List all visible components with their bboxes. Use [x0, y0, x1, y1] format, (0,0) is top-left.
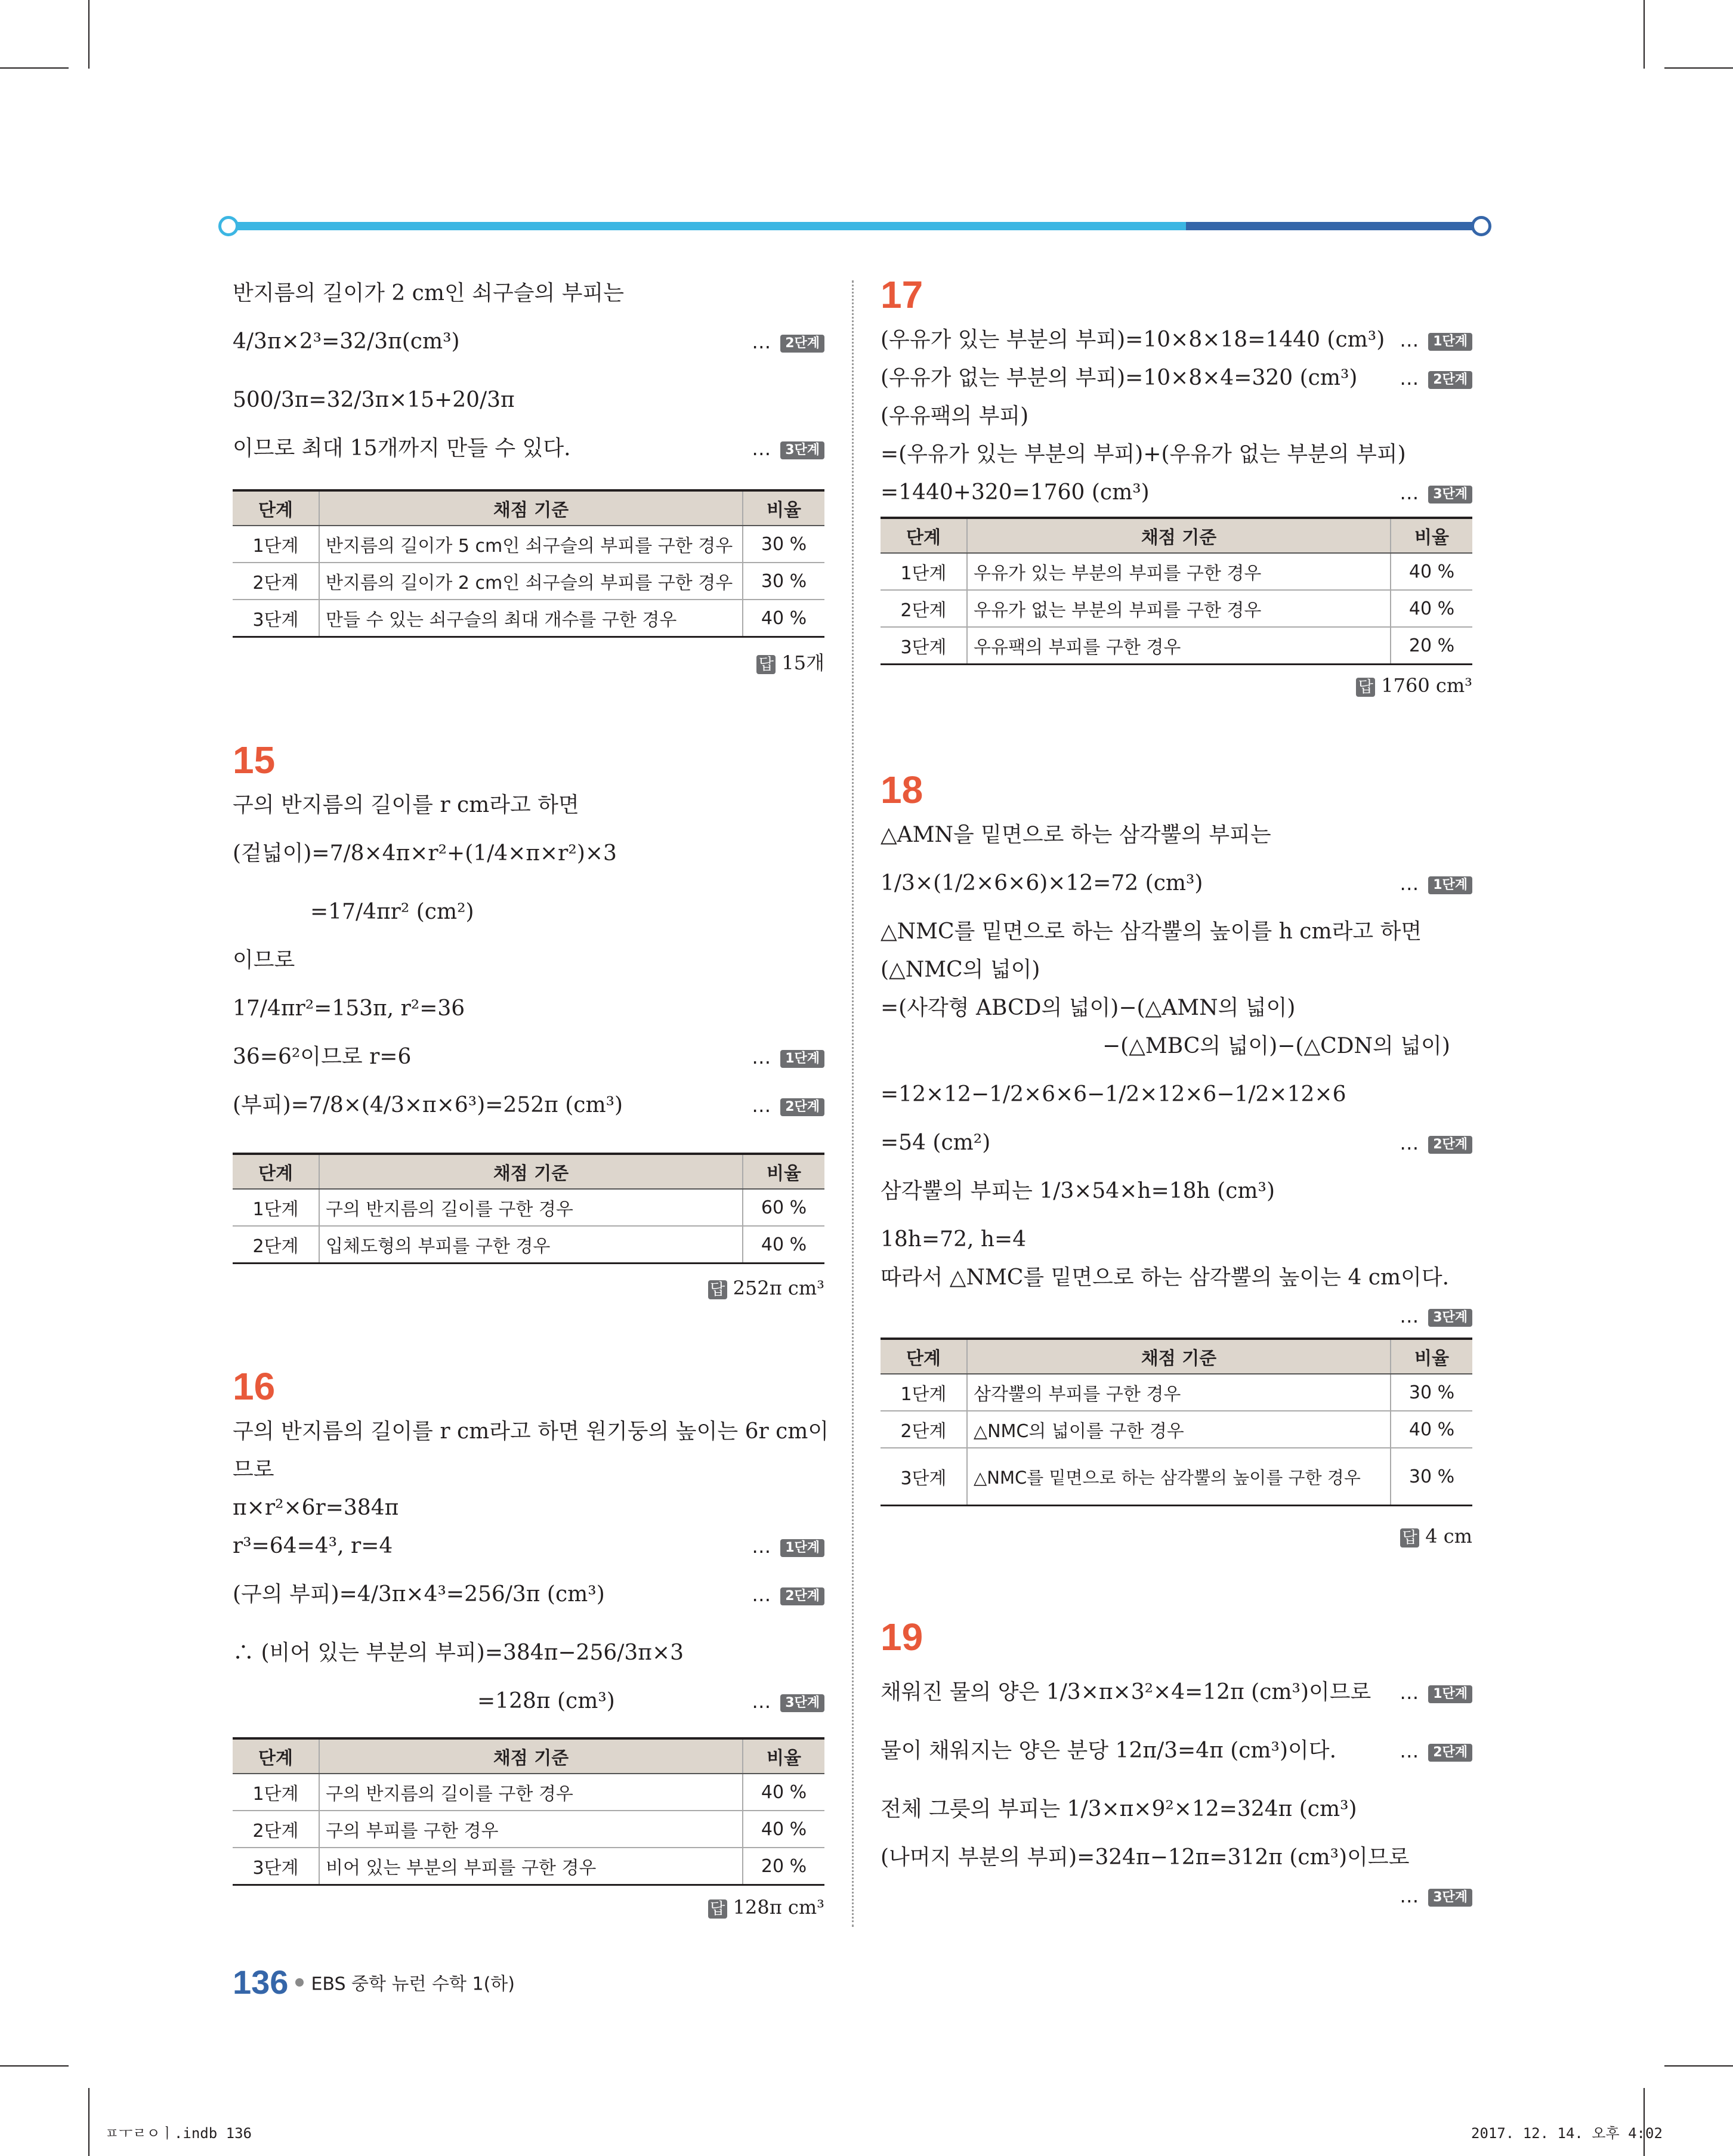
solution-line: ∴ (비어 있는 부분의 부피)=384π−256/3π×3 — [233, 1641, 684, 1665]
stage-badge: 3단계 — [780, 441, 824, 459]
solution-line: (우유팩의 부피) — [881, 404, 1029, 428]
stage-badge: 1단계 — [780, 1050, 824, 1068]
stage-badge: 2단계 — [780, 1098, 824, 1116]
stage-marker: … 2단계 — [1400, 1722, 1472, 1780]
solution-line: 4/3π×2³=32/3π(cm³) … 2단계 — [233, 313, 824, 371]
answer-badge: 답 — [708, 1899, 727, 1919]
crop-mark — [88, 2088, 89, 2156]
intro-solution — [233, 274, 824, 468]
scoring-table: 단계 채점 기준 비율 1단계 반지름의 길이가 5 cm인 쇠구슬의 부피를 구한 경우 30 % 2단계 반지름의 길이가 2 cm인 쇠구슬의 부피를 구한 경우 30 % 3단계 만들 수 있는 쇠구슬의 최대 개수를 구한 경우 40 % — [233, 489, 824, 638]
stage-marker: … 2단계 — [1400, 1124, 1472, 1162]
stage-badge: 3단계 — [1428, 1309, 1472, 1327]
solution-line: 므로 — [233, 1457, 274, 1482]
solution-line: 17/4πr²=153π, r²=36 — [233, 996, 465, 1021]
table-row: 3단계 만들 수 있는 쇠구슬의 최대 개수를 구한 경우 40 % — [233, 600, 824, 637]
scoring-table: 단계 채점 기준 비율 1단계 삼각뿔의 부피를 구한 경우 30 % 2단계 △NMC의 넓이를 구한 경우 40 % 3단계 △NMC를 밑면으로 하는 삼각뿔의 높이를 구한 경우 30 % — [881, 1338, 1472, 1506]
problem-16 — [233, 1360, 829, 1721]
solution-line: (나머지 부분의 부피)=324π−12π=312π (cm³)이므로 — [881, 1845, 1410, 1870]
solution-line: 1/3×(1/2×6×6)×12=72 (cm³) … 1단계 — [881, 854, 1472, 913]
solution-line: △AMN을 밑면으로 하는 삼각뿔의 부피는 — [881, 823, 1271, 847]
solution-line: =17/4πr² (cm²) — [310, 900, 474, 924]
table-row: 1단계 우유가 있는 부분의 부피를 구한 경우 40 % — [881, 553, 1472, 590]
table-row: 2단계 우유가 없는 부분의 부피를 구한 경우 40 % — [881, 590, 1472, 627]
solution-line: (부피)=7/8×(4/3×π×6³)=252π (cm³) … 2단계 — [233, 1076, 824, 1135]
solution-line: 채워진 물의 양은 1/3×π×3²×4=12π (cm³)이므로 … 1단계 — [881, 1663, 1472, 1722]
header-bar-cyan — [225, 222, 1186, 230]
solution-line: =(우유가 있는 부분의 부피)+(우유가 없는 부분의 부피) — [881, 442, 1406, 467]
stage-marker: … 2단계 — [1400, 359, 1472, 397]
problem-15 — [233, 734, 824, 1135]
crop-mark — [88, 0, 89, 69]
scoring-table: 단계 채점 기준 비율 1단계 구의 반지름의 길이를 구한 경우 40 % 2단계 구의 부피를 구한 경우 40 % 3단계 비어 있는 부분의 부피를 구한 경우 20 % — [233, 1737, 824, 1886]
stage-badge: 2단계 — [1428, 1744, 1472, 1762]
solution-line: =128π (cm³) … 3단계 — [233, 1682, 824, 1721]
crop-mark — [0, 2065, 69, 2067]
stage-marker: … 1단계 — [752, 1038, 824, 1076]
stage-marker: … 3단계 — [1400, 1297, 1472, 1335]
solution-line: 전체 그릇의 부피는 1/3×π×9²×12=324π (cm³) — [881, 1797, 1357, 1821]
stage-marker: … 3단계 — [1400, 474, 1472, 512]
stage-marker: … 3단계 — [752, 1682, 824, 1721]
problem-17 — [881, 268, 1472, 512]
table-row: 3단계 △NMC를 밑면으로 하는 삼각뿔의 높이를 구한 경우 30 % — [881, 1448, 1472, 1506]
problem-number: 19 — [881, 1616, 923, 1658]
answer-badge: 답 — [708, 1280, 727, 1299]
solution-line: 500/3π=32/3π×15+20/3π — [233, 388, 515, 412]
crop-mark — [1644, 0, 1645, 69]
table-row: 1단계 구의 반지름의 길이를 구한 경우 60 % — [233, 1189, 824, 1226]
stage-marker: … 2단계 — [752, 1565, 824, 1624]
stage-marker: … 2단계 — [752, 313, 824, 371]
solution-line: 구의 반지름의 길이를 r cm라고 하면 원기둥의 높이는 6r cm이 — [233, 1419, 829, 1444]
problem-number: 15 — [233, 739, 276, 782]
page-number: 136 — [233, 1963, 289, 2001]
solution-line: (겉넓이)=7/8×4π×r²+(1/4×π×r²)×3 — [233, 841, 617, 866]
table-row: 2단계 △NMC의 넓이를 구한 경우 40 % — [881, 1411, 1472, 1448]
solution-line: 물이 채워지는 양은 분당 12π/3=4π (cm³)이다. … 2단계 — [881, 1722, 1472, 1780]
answer: 답 128π cm³ — [708, 1896, 824, 1919]
stage-marker: … 1단계 — [1400, 854, 1472, 913]
solution-line: 이므로 최대 15개까지 만들 수 있다. … 3단계 — [233, 430, 824, 468]
answer: 답 1760 cm³ — [1356, 674, 1472, 697]
print-slug-timestamp: 2017. 12. 14. 오후 4:02 — [1471, 2125, 1663, 2142]
problem-number: 18 — [881, 768, 923, 811]
stage-marker: … 2단계 — [752, 1076, 824, 1135]
answer-badge: 답 — [1400, 1528, 1419, 1547]
stage-badge: 3단계 — [780, 1694, 824, 1712]
table-row: 2단계 입체도형의 부피를 구한 경우 40 % — [233, 1226, 824, 1264]
header-bar — [225, 222, 1484, 230]
table-row: 1단계 반지름의 길이가 5 cm인 쇠구슬의 부피를 구한 경우 30 % — [233, 526, 824, 563]
stage-badge: 1단계 — [1428, 876, 1472, 894]
solution-line: =12×12−1/2×6×6−1/2×12×6−1/2×12×6 — [881, 1082, 1346, 1107]
solution-line: (우유가 있는 부분의 부피)=10×8×18=1440 (cm³) … 1단계 — [881, 321, 1472, 359]
stage-marker: … 1단계 — [1400, 1663, 1472, 1722]
problem-18 — [881, 764, 1472, 1335]
solution-line: (우유가 없는 부분의 부피)=10×8×4=320 (cm³) … 2단계 — [881, 359, 1472, 397]
solution-line: (△NMC의 넓이) — [881, 957, 1040, 982]
column-divider — [852, 280, 854, 1927]
stage-marker: … 1단계 — [752, 1527, 824, 1565]
solution-line: 18h=72, h=4 — [881, 1227, 1027, 1252]
stage-marker: … 3단계 — [752, 430, 824, 468]
table-row: 1단계 구의 반지름의 길이를 구한 경우 40 % — [233, 1774, 824, 1811]
solution-line: 삼각뿔의 부피는 1/3×54×h=18h (cm³) — [881, 1179, 1275, 1203]
solution-line: 36=6²이므로 r=6 … 1단계 — [233, 1038, 824, 1076]
answer: 답 15개 — [756, 648, 824, 675]
stage-badge: 2단계 — [1428, 371, 1472, 389]
solution-line: =(사각형 ABCD의 넓이)−(△AMN의 넓이) — [881, 996, 1296, 1020]
scoring-table: 단계 채점 기준 비율 1단계 구의 반지름의 길이를 구한 경우 60 % 2단계 입체도형의 부피를 구한 경우 40 % — [233, 1153, 824, 1264]
solution-line — [881, 1877, 1472, 1915]
book-title: EBS 중학 뉴런 수학 1(하) — [311, 1973, 515, 1995]
header-bar-left-dot — [218, 216, 239, 236]
table-row: 2단계 구의 부피를 구한 경우 40 % — [233, 1811, 824, 1848]
stage-badge: 2단계 — [780, 1587, 824, 1605]
solution-line: =1440+320=1760 (cm³) … 3단계 — [881, 474, 1472, 512]
print-slug-file: ㅍㅜㄹㅇㅣ.indb 136 — [105, 2125, 252, 2142]
solution-line: =54 (cm²) … 2단계 — [881, 1124, 1472, 1162]
answer-badge: 답 — [756, 655, 776, 674]
solution-line: π×r²×6r=384π — [233, 1496, 399, 1520]
scoring-table: 단계 채점 기준 비율 1단계 우유가 있는 부분의 부피를 구한 경우 40 % 2단계 우유가 없는 부분의 부피를 구한 경우 40 % 3단계 우유팩의 부피를 구한 경우 20 % — [881, 517, 1472, 665]
stage-marker: … 3단계 — [1400, 1877, 1472, 1915]
answer: 답 4 cm — [1400, 1525, 1472, 1547]
crop-mark — [0, 67, 69, 69]
solution-line: r³=64=4³, r=4 … 1단계 — [233, 1527, 824, 1565]
stage-badge: 1단계 — [1428, 1685, 1472, 1703]
problem-number: 17 — [881, 273, 923, 316]
table-row: 1단계 삼각뿔의 부피를 구한 경우 30 % — [881, 1374, 1472, 1411]
problem-number: 16 — [233, 1365, 276, 1408]
header-bar-blue — [1186, 222, 1484, 230]
bullet-icon — [295, 1978, 304, 1987]
solution-line: △NMC를 밑면으로 하는 삼각뿔의 높이를 h cm라고 하면 — [881, 919, 1422, 944]
answer: 답 252π cm³ — [708, 1277, 824, 1299]
stage-badge: 2단계 — [1428, 1136, 1472, 1154]
table-row: 2단계 반지름의 길이가 2 cm인 쇠구슬의 부피를 구한 경우 30 % — [233, 563, 824, 600]
solution-line: (구의 부피)=4/3π×4³=256/3π (cm³) … 2단계 — [233, 1565, 824, 1624]
answer-badge: 답 — [1356, 678, 1375, 697]
table-row: 3단계 우유팩의 부피를 구한 경우 20 % — [881, 627, 1472, 665]
solution-line: 따라서 △NMC를 밑면으로 하는 삼각뿔의 높이는 4 cm이다. — [881, 1265, 1450, 1290]
stage-marker: … 1단계 — [1400, 321, 1472, 359]
solution-line: 반지름의 길이가 2 cm인 쇠구슬의 부피는 — [233, 281, 625, 305]
table-row: 3단계 비어 있는 부분의 부피를 구한 경우 20 % — [233, 1848, 824, 1885]
solution-line: −(△MBC의 넓이)−(△CDN의 넓이) — [1102, 1034, 1450, 1058]
stage-badge: 1단계 — [1428, 333, 1472, 351]
page-footer — [233, 1963, 515, 2001]
solution-line — [881, 1297, 1472, 1335]
stage-badge: 3단계 — [1428, 486, 1472, 504]
header-bar-right-dot — [1471, 216, 1491, 236]
stage-badge: 2단계 — [780, 335, 824, 353]
crop-mark — [1664, 67, 1733, 69]
problem-19 — [881, 1611, 1472, 1915]
crop-mark — [1664, 2065, 1733, 2067]
stage-badge: 3단계 — [1428, 1889, 1472, 1907]
stage-badge: 1단계 — [780, 1539, 824, 1557]
solution-line: 구의 반지름의 길이를 r cm라고 하면 — [233, 793, 579, 817]
solution-line: 이므로 — [233, 948, 295, 972]
